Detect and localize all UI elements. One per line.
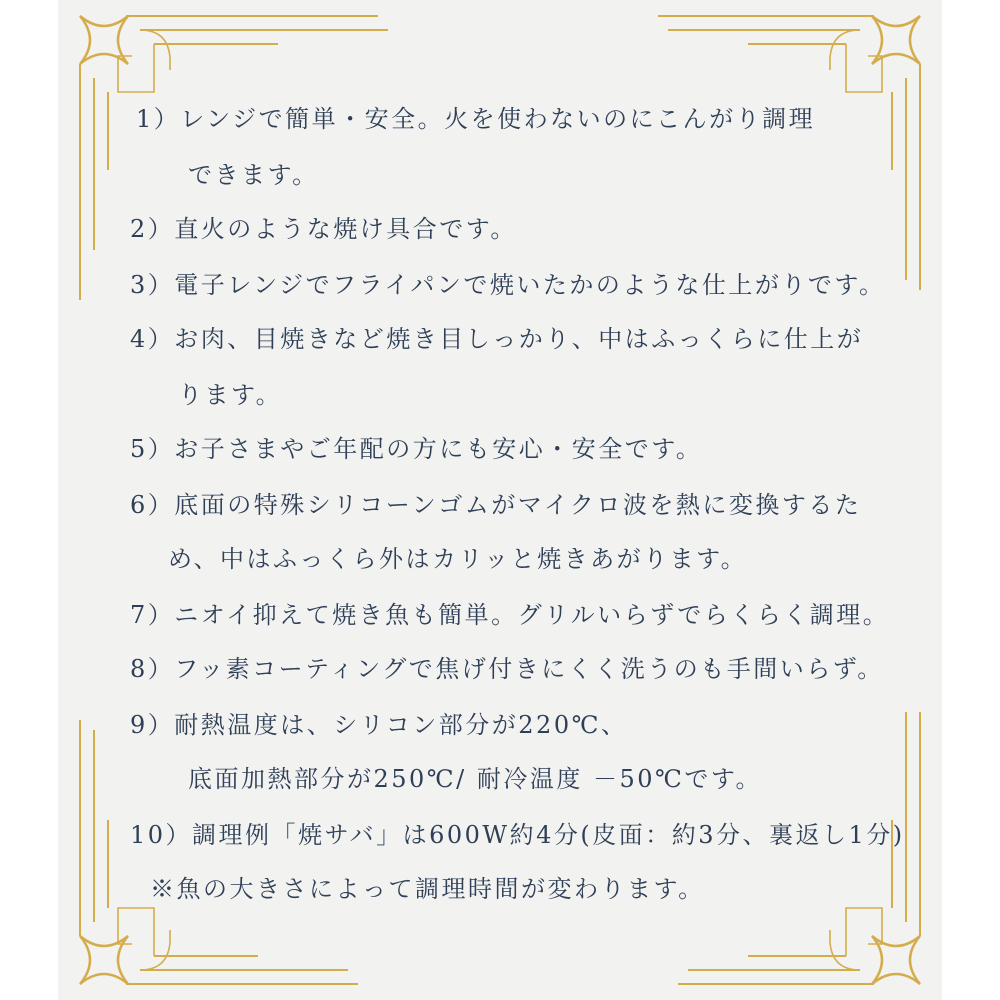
- feature-item-6-continued: め、中はふっくら外はカリッと焼きあがります。: [168, 545, 748, 573]
- feature-item-1: 1）レンジで簡単・安全。火を使わないのにこんがり調理: [136, 105, 816, 133]
- feature-item-9-continued: 底面加熱部分が250℃/ 耐冷温度 －50℃です。: [188, 765, 762, 793]
- feature-item-7: 7）ニオイ抑えて焼き魚も簡単。グリルいらずでらくらく調理。: [130, 601, 890, 629]
- feature-item-9: 9）耐熱温度は、シリコン部分が220℃、: [130, 711, 628, 739]
- feature-item-6: 6）底面の特殊シリコーンゴムがマイクロ波を熱に変換するた: [130, 491, 862, 519]
- feature-item-8: 8）フッ素コーティングで焦げ付きにくく洗うのも手間いらず。: [130, 655, 884, 683]
- feature-item-4: 4）お肉、目焼きなど焼き目しっかり、中はふっくらに仕上が: [130, 325, 864, 353]
- feature-item-3: 3）電子レンジでフライパンで焼いたかのような仕上がりです。: [130, 271, 886, 299]
- feature-item-10: 10）調理例「焼サバ」は600W約4分(皮面：約3分、裏返し1分): [130, 821, 905, 849]
- feature-card: [58, 0, 942, 1000]
- feature-item-1-continued: できます。: [188, 161, 319, 189]
- feature-item-2: 2）直火のような焼け具合です。: [130, 215, 517, 243]
- feature-list: [58, 0, 942, 1000]
- feature-item-5: 5）お子さまやご年配の方にも安心・安全です。: [130, 435, 703, 463]
- feature-note: ※魚の大きさによって調理時間が変わります。: [150, 875, 705, 903]
- feature-item-4-continued: ります。: [178, 381, 283, 409]
